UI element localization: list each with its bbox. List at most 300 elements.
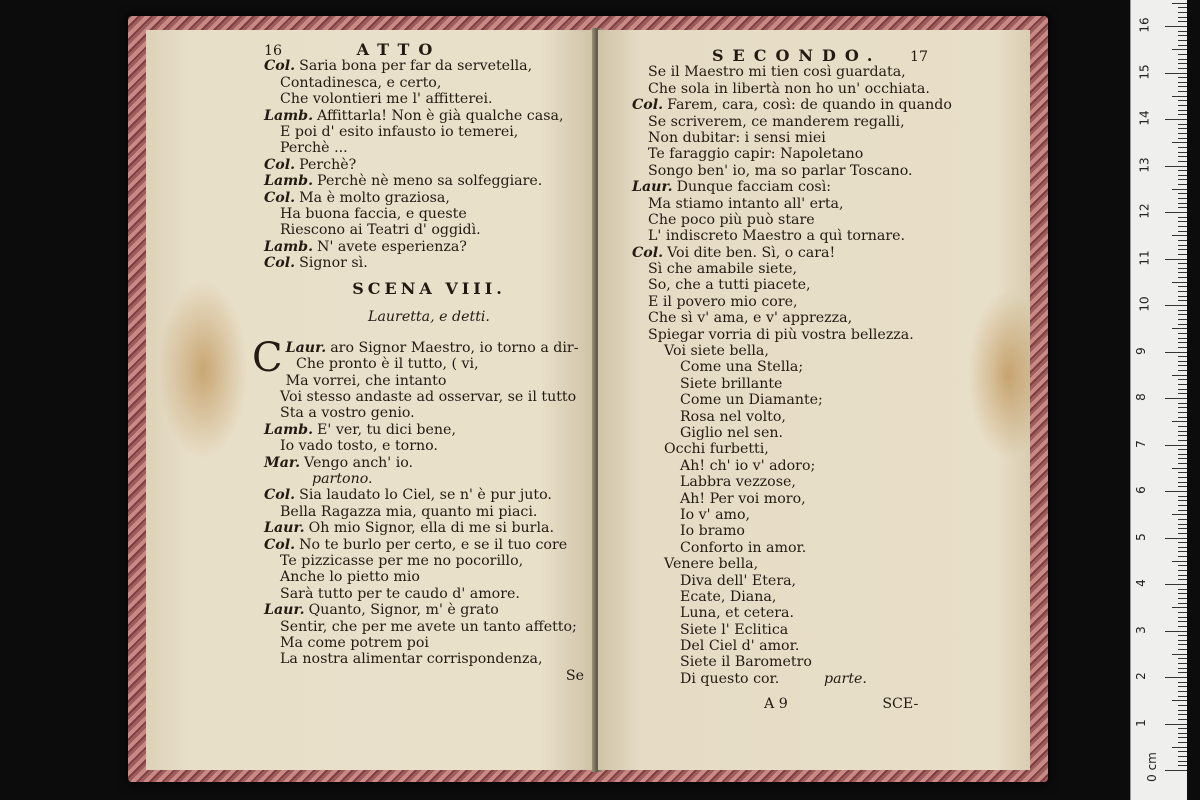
ruler-tick <box>1178 193 1187 194</box>
left-dialogue-before-scene <box>264 58 594 271</box>
right-line <box>632 179 952 195</box>
verse-text: Di questo cor. <box>680 670 780 687</box>
scene-title: SCENA VIII. <box>352 279 506 299</box>
ruler-tick <box>1178 68 1187 69</box>
right-line <box>632 81 952 97</box>
ruler-tick <box>1178 393 1187 394</box>
ruler-tick <box>1178 533 1187 534</box>
ruler-tick <box>1172 561 1187 562</box>
ruler-number: 5 <box>1133 532 1148 541</box>
right-line <box>632 359 952 375</box>
ruler-tick <box>1178 542 1187 543</box>
right-line <box>632 654 952 670</box>
ruler-tick <box>1165 305 1187 306</box>
ruler-tick <box>1178 361 1187 362</box>
ruler-tick <box>1178 621 1187 622</box>
left-after-line <box>264 569 594 585</box>
ruler-tick <box>1178 365 1187 366</box>
signature-mark: A 9 <box>764 695 788 712</box>
verse-text: Giglio nel sen. <box>680 424 783 441</box>
verse-text: Te pizzicasse per me no pocorillo, <box>280 552 524 569</box>
right-page-footer <box>632 696 952 712</box>
verse-text: Io bramo <box>680 523 745 540</box>
right-line <box>632 474 952 490</box>
ruler-tick <box>1178 296 1187 297</box>
verse-text: La nostra alimentar corrispondenza, <box>280 651 543 668</box>
ruler-tick <box>1178 161 1187 162</box>
verse-text: Signor sì. <box>299 255 368 272</box>
ruler-tick <box>1178 338 1187 339</box>
verse-text: Ma come potrem poi <box>280 634 429 651</box>
foxing-stain <box>158 280 248 460</box>
ruler-tick <box>1178 291 1187 292</box>
ruler-number: 13 <box>1137 156 1152 173</box>
ruler-tick <box>1172 96 1187 97</box>
ruler-tick <box>1178 7 1187 8</box>
speaker-name: Col. <box>264 255 296 272</box>
verse-text: Se scriverem, ce manderem regalli, <box>648 113 905 130</box>
ruler-tick <box>1178 710 1187 711</box>
speaker-name: Lamb. <box>264 173 314 190</box>
verse-text: Ecate, Diana, <box>680 588 777 605</box>
speaker-name: Lamb. <box>264 421 314 438</box>
ruler-tick <box>1178 440 1187 441</box>
ruler-tick <box>1178 40 1187 41</box>
ruler-tick <box>1178 59 1187 60</box>
ruler-tick <box>1178 496 1187 497</box>
ruler-tick <box>1178 598 1187 599</box>
ruler-tick <box>1172 282 1187 283</box>
verse-text: Come un Diamante; <box>680 392 823 409</box>
verse-text: Voi dite ben. Sì, o cara! <box>667 244 836 261</box>
ruler-tick <box>1178 152 1187 153</box>
right-line <box>632 622 952 638</box>
verse-text: Sì che amabile siete, <box>648 261 798 278</box>
right-line <box>632 64 952 80</box>
left-after-line <box>264 422 594 438</box>
drop-cap: C <box>252 334 283 381</box>
ruler-tick <box>1178 472 1187 473</box>
ruler-tick <box>1178 737 1187 738</box>
right-running-head-title: SECONDO. <box>712 46 882 65</box>
speaker-name: Col. <box>264 536 296 553</box>
verse-text: Che sola in libertà non ho un' occhiata. <box>648 80 930 97</box>
right-stage-direction: parte. <box>824 671 867 688</box>
right-line <box>632 97 952 113</box>
verse-text: So, che a tutti piacete, <box>648 277 811 294</box>
speaker-name: Col. <box>264 58 296 75</box>
ruler-tick <box>1178 714 1187 715</box>
right-line <box>632 163 952 179</box>
speaker-name: Laur. <box>264 602 305 619</box>
ruler-tick <box>1178 198 1187 199</box>
left-after-line <box>264 504 594 520</box>
ruler-tick <box>1172 235 1187 236</box>
ruler-tick <box>1178 486 1187 487</box>
verse-text: Non dubitar: i sensi miei <box>648 129 826 146</box>
verse-text: Ha buona faccia, e queste <box>280 205 467 222</box>
left-catchword: Se <box>565 667 584 684</box>
ruler-tick <box>1165 259 1187 260</box>
ruler-tick <box>1165 538 1187 539</box>
ruler-tick <box>1172 49 1187 50</box>
verse-text: Conforto in amor. <box>680 539 807 556</box>
scene-characters: Lauretta, e detti. <box>368 309 490 326</box>
ruler-tick <box>1178 17 1187 18</box>
ruler-tick <box>1178 263 1187 264</box>
ruler-number: 4 <box>1133 579 1148 587</box>
ruler-tick <box>1178 356 1187 357</box>
ruler-tick <box>1178 342 1187 343</box>
speaker-name: Col. <box>264 156 296 173</box>
left-after-line <box>264 438 594 454</box>
left-after-line <box>264 471 594 487</box>
verse-text: Rosa nel volto, <box>680 408 786 425</box>
right-line <box>632 507 952 523</box>
speaker-name: Lamb. <box>264 107 314 124</box>
ruler-tick <box>1178 603 1187 604</box>
ruler-tick <box>1178 170 1187 171</box>
verse-text: Perchè nè meno sa solfeggiare. <box>317 173 543 190</box>
verse-text: Saria bona per far da servetella, <box>299 58 533 75</box>
ruler-tick <box>1178 249 1187 250</box>
left-before-line <box>264 206 594 222</box>
speaker-name: Laur. <box>632 179 673 196</box>
ruler-tick <box>1165 491 1187 492</box>
left-before-line <box>264 91 594 107</box>
ruler-tick <box>1178 12 1187 13</box>
ruler-tick <box>1178 384 1187 385</box>
verse-text: Che sì v' ama, e v' apprezza, <box>648 310 853 327</box>
ruler-tick <box>1172 421 1187 422</box>
ruler-tick <box>1178 333 1187 334</box>
ruler-tick <box>1165 119 1187 120</box>
ruler-tick <box>1178 756 1187 757</box>
speaker-name: Laur. <box>285 339 327 356</box>
left-after-line <box>264 520 594 536</box>
ruler-tick <box>1178 589 1187 590</box>
ruler-tick <box>1178 407 1187 408</box>
ruler-tick <box>1165 631 1187 632</box>
verse-text: Sia laudato lo Ciel, se n' è pur juto. <box>299 487 552 504</box>
right-line <box>632 458 952 474</box>
verse-text: Voi siete bella, <box>664 343 769 360</box>
verse-text: Se il Maestro mi tien così guardata, <box>648 64 906 81</box>
right-line <box>632 261 952 277</box>
left-before-line <box>264 140 594 156</box>
ruler-tick <box>1172 328 1187 329</box>
ruler-tick <box>1178 454 1187 455</box>
right-line <box>632 130 952 146</box>
ruler-tick <box>1178 449 1187 450</box>
right-line <box>632 114 952 130</box>
verse-text: Che volontieri me l' affitterei. <box>280 91 493 108</box>
ruler-tick <box>1165 352 1187 353</box>
ruler-tick <box>1178 593 1187 594</box>
ruler-tick <box>1178 128 1187 129</box>
ruler-tick <box>1178 124 1187 125</box>
left-after-line <box>264 389 594 405</box>
verse-text: Songo ben' io, ma so parlar Toscano. <box>648 162 913 179</box>
ruler-tick <box>1178 635 1187 636</box>
left-before-line <box>264 108 594 124</box>
verse-text: Venere bella, <box>664 556 759 573</box>
verse-text: Riescono ai Teatri d' oggidì. <box>280 222 481 239</box>
ruler-tick <box>1178 147 1187 148</box>
left-after-line <box>264 651 594 667</box>
verse-text: Ma è molto graziosa, <box>299 189 450 206</box>
ruler-tick <box>1178 547 1187 548</box>
ruler-number: 2 <box>1133 672 1148 680</box>
ruler-number: 10 <box>1137 296 1152 312</box>
ruler-number: 8 <box>1133 393 1148 401</box>
verse-text: Labbra vezzose, <box>680 474 796 491</box>
verse-text: Del Ciel d' amor. <box>680 638 800 655</box>
ruler-tick <box>1178 696 1187 697</box>
left-after-line <box>264 553 594 569</box>
verse-text: No te burlo per certo, e se il tuo core <box>299 536 568 553</box>
verse-text: Oh mio Signor, ella di me si burla. <box>308 520 554 537</box>
verse-text: Ma stiamo intanto all' erta, <box>648 195 844 212</box>
verse-text: Siete il Barometro <box>680 654 812 671</box>
verse-text: Farem, cara, così: de quando in quando <box>667 97 952 114</box>
ruler-tick <box>1172 375 1187 376</box>
right-line <box>632 212 952 228</box>
verse-text: Spiegar vorria di più vostra bellezza. <box>648 326 914 343</box>
ruler-tick <box>1178 156 1187 157</box>
left-before-line <box>264 222 594 238</box>
left-before-line <box>264 58 594 74</box>
ruler-tick <box>1165 73 1187 74</box>
ruler-tick <box>1178 286 1187 287</box>
ruler-tick <box>1178 528 1187 529</box>
ruler-number: 12 <box>1137 203 1152 219</box>
ruler-tick <box>1178 477 1187 478</box>
ruler-tick <box>1178 63 1187 64</box>
verse-text: E' ver, tu dici bene, <box>317 421 456 438</box>
right-catchword: SCE- <box>882 695 919 712</box>
ruler-tick <box>1178 114 1187 115</box>
ruler-tick <box>1165 212 1187 213</box>
ruler-number: 16 <box>1137 17 1152 33</box>
ruler-tick <box>1178 575 1187 576</box>
ruler-tick <box>1165 770 1187 771</box>
ruler-tick <box>1178 649 1187 650</box>
speaker-name: Laur. <box>264 520 305 537</box>
verse-text: Contadinesca, e certo, <box>280 74 442 91</box>
ruler-tick <box>1178 658 1187 659</box>
left-before-line <box>264 157 594 173</box>
right-running-head <box>632 48 952 64</box>
ruler-tick <box>1178 314 1187 315</box>
right-line <box>632 196 952 212</box>
verse-text: Quanto, Signor, m' è grato <box>308 602 499 619</box>
ruler-tick <box>1172 142 1187 143</box>
ruler-tick <box>1178 254 1187 255</box>
ruler-tick <box>1178 21 1187 22</box>
ruler-tick <box>1178 403 1187 404</box>
ruler-tick <box>1178 505 1187 506</box>
speaker-name: Col. <box>632 244 664 261</box>
ruler-tick <box>1178 691 1187 692</box>
ruler-tick <box>1178 672 1187 673</box>
foxing-stain <box>968 290 1030 460</box>
ruler-tick <box>1178 431 1187 432</box>
ruler-tick <box>1165 26 1187 27</box>
verse-text: Diva dell' Etera, <box>680 572 797 589</box>
right-line <box>632 605 952 621</box>
ruler-tick <box>1172 514 1187 515</box>
verse-text: Siete brillante <box>680 375 783 392</box>
ruler-tick <box>1178 426 1187 427</box>
ruler-number: 7 <box>1133 439 1148 448</box>
ruler-tick <box>1165 724 1187 725</box>
ruler-tick <box>1178 733 1187 734</box>
right-line <box>632 589 952 605</box>
ruler-tick <box>1172 747 1187 748</box>
verse-text: Anche lo pietto mio <box>280 569 420 586</box>
verse-text: E il povero mio core, <box>648 293 798 310</box>
verse-text: Perchè? <box>299 156 357 173</box>
ruler-tick <box>1178 719 1187 720</box>
verse-text: Siete l' Eclitica <box>680 621 789 638</box>
right-line <box>632 294 952 310</box>
ruler-tick <box>1178 617 1187 618</box>
verse-text: aro Signor Maestro, io torno a dir- <box>330 339 579 356</box>
ruler-tick <box>1165 166 1187 167</box>
ruler-tick <box>1178 138 1187 139</box>
ruler-tick <box>1178 226 1187 227</box>
ruler-tick <box>1178 565 1187 566</box>
left-before-line <box>264 124 594 140</box>
left-after-line <box>264 405 594 421</box>
verse-text: Luna, et cetera. <box>680 605 794 622</box>
ruler-tick <box>1178 54 1187 55</box>
ruler-number: 9 <box>1133 346 1148 355</box>
ruler-tick <box>1178 175 1187 176</box>
ruler-tick <box>1178 272 1187 273</box>
ruler-tick <box>1178 277 1187 278</box>
verse-text: N' avete esperienza? <box>317 238 467 255</box>
ruler-tick <box>1178 82 1187 83</box>
verse-text: Dunque facciam così: <box>676 179 832 196</box>
ruler-tick <box>1178 686 1187 687</box>
ruler-number: 1 <box>1133 718 1148 727</box>
left-after-line <box>264 586 594 602</box>
ruler-tick <box>1165 584 1187 585</box>
ruler-number: 3 <box>1133 625 1148 634</box>
left-before-line <box>264 173 594 189</box>
ruler-tick <box>1178 324 1187 325</box>
ruler-tick <box>1178 640 1187 641</box>
ruler-tick <box>1178 412 1187 413</box>
left-before-line <box>264 239 594 255</box>
ruler-tick <box>1178 482 1187 483</box>
ruler-tick <box>1178 570 1187 571</box>
ruler-tick <box>1178 100 1187 101</box>
ruler-tick <box>1178 728 1187 729</box>
verse-text: Occhi furbetti, <box>664 441 769 458</box>
verse-text: Che poco più può stare <box>648 211 815 228</box>
ruler-tick <box>1178 751 1187 752</box>
ruler-tick <box>1178 389 1187 390</box>
ruler-tick <box>1172 468 1187 469</box>
ruler-tick <box>1178 310 1187 311</box>
verse-text: Che pronto è il tutto, ( vi, <box>296 356 479 373</box>
verse-text: Perchè ... <box>280 140 348 157</box>
right-line <box>632 441 952 457</box>
left-after-line <box>264 455 594 471</box>
left-running-head <box>264 42 594 58</box>
right-line <box>632 277 952 293</box>
right-line <box>632 376 952 392</box>
ruler-tick <box>1172 700 1187 701</box>
ruler-tick <box>1178 612 1187 613</box>
ruler-tick <box>1172 607 1187 608</box>
ruler-tick <box>1178 370 1187 371</box>
verse-text: Ma vorrei, che intanto <box>285 372 447 389</box>
verse-text: Ah! ch' io v' adoro; <box>680 457 816 474</box>
verse-text: Io v' amo, <box>680 506 751 523</box>
right-line <box>632 491 952 507</box>
ruler-tick <box>1165 445 1187 446</box>
ruler-tick <box>1178 626 1187 627</box>
verse-text: L' indiscreto Maestro a quì tornare. <box>648 228 906 245</box>
ruler-tick <box>1165 398 1187 399</box>
left-after-line <box>264 602 594 618</box>
ruler-tick <box>1178 551 1187 552</box>
ruler-tick <box>1172 189 1187 190</box>
ruler-tick <box>1178 179 1187 180</box>
right-line <box>632 392 952 408</box>
verse-text: Voi stesso andaste ad osservar, se il tutto <box>280 389 577 406</box>
right-line <box>632 327 952 343</box>
ruler-tick <box>1178 524 1187 525</box>
ruler-tick <box>1178 203 1187 204</box>
right-line <box>632 540 952 556</box>
speaker-name: Mar. <box>264 454 301 471</box>
ruler-tick <box>1178 379 1187 380</box>
left-after-line <box>264 619 594 635</box>
right-line <box>632 556 952 572</box>
right-line <box>632 228 952 244</box>
verse-text: Sarà tutto per te caudo d' amore. <box>280 585 520 602</box>
left-after-line <box>264 487 594 503</box>
left-page-text <box>252 40 594 684</box>
right-page-text <box>632 48 952 720</box>
ruler-tick <box>1178 510 1187 511</box>
ruler-tick <box>1178 500 1187 501</box>
right-line <box>632 245 952 261</box>
left-after-line <box>264 356 594 372</box>
right-line <box>632 425 952 441</box>
verse-text: Ah! Per voi moro, <box>680 490 806 507</box>
speaker-name: Col. <box>264 189 296 206</box>
left-after-line <box>264 537 594 553</box>
right-line <box>632 523 952 539</box>
ruler-tick <box>1178 91 1187 92</box>
ruler-tick <box>1178 77 1187 78</box>
ruler-tick <box>1165 677 1187 678</box>
verse-text: Bella Ragazza mia, quanto mi piaci. <box>280 503 538 520</box>
ruler-number: 11 <box>1137 249 1152 266</box>
ruler-tick <box>1178 184 1187 185</box>
ruler-tick <box>1178 742 1187 743</box>
verse-text: Sentir, che per me avete un tanto affetto; <box>280 618 577 635</box>
ruler-unit-label: 0 cm <box>1144 752 1159 782</box>
right-page <box>598 30 1030 770</box>
ruler-tick <box>1178 579 1187 580</box>
